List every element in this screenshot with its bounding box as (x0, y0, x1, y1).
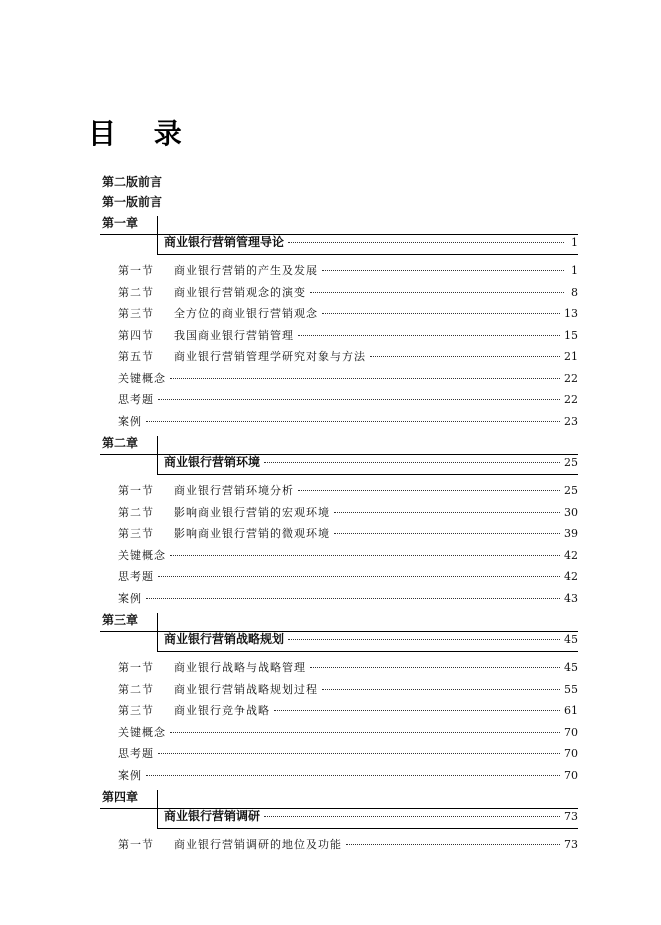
chapter-list (100, 214, 578, 856)
leader-dots (310, 292, 564, 293)
supplement-title: 案例 (118, 768, 142, 782)
supplement-entry[interactable] (100, 566, 578, 588)
section-title: 我国商业银行营销管理 (174, 328, 294, 342)
section-title: 商业银行战略与战略管理 (174, 661, 306, 674)
leader-dots (346, 844, 560, 845)
section-entry[interactable] (100, 502, 578, 524)
section-title: 商业银行营销战略规划过程 (174, 682, 318, 696)
page-number: 61 (564, 704, 578, 717)
chapter-title: 商业银行营销调研 (164, 809, 261, 823)
leader-dots (322, 270, 564, 271)
supplement-title: 思考题 (118, 570, 154, 583)
leader-dots (158, 399, 560, 400)
leader-dots (158, 753, 560, 754)
section-entry[interactable] (100, 346, 578, 368)
page-title: 目 录 (88, 117, 196, 150)
section-number: 第三节 (118, 527, 154, 540)
section-entry[interactable] (100, 679, 578, 701)
page-number: 73 (564, 838, 578, 851)
page-number: 25 (564, 484, 578, 497)
chapter-title: 商业银行营销战略规划 (164, 632, 285, 646)
supplement-title: 案例 (118, 414, 142, 428)
chapter-title-entry[interactable] (164, 629, 578, 649)
section-title: 商业银行营销观念的演变 (174, 285, 306, 299)
page-number: 70 (564, 725, 578, 739)
leader-dots (170, 555, 560, 556)
page-number: 23 (564, 414, 578, 428)
leader-dots (298, 335, 560, 336)
chapter-divider (100, 234, 578, 235)
supplement-title: 关键概念 (118, 725, 166, 739)
page-number: 45 (564, 661, 578, 674)
supplement-entry[interactable] (100, 411, 578, 433)
leader-dots (146, 775, 560, 776)
chapter-title-entry[interactable] (164, 232, 578, 252)
chapter-label: 第二章 (102, 436, 139, 450)
leader-dots (158, 576, 560, 577)
section-number: 第四节 (118, 328, 154, 342)
leader-dots (288, 639, 560, 640)
page-number: 8 (571, 285, 578, 299)
chapter-block (100, 214, 578, 432)
page-number: 42 (564, 548, 578, 562)
leader-dots (146, 598, 560, 599)
leader-dots (370, 356, 560, 357)
section-number: 第一节 (118, 661, 154, 674)
section-number: 第一节 (118, 484, 154, 497)
supplement-entry[interactable] (100, 368, 578, 390)
leader-dots (170, 378, 560, 379)
supplement-title: 案例 (118, 591, 142, 605)
section-number: 第三节 (118, 704, 154, 717)
chapter-label: 第四章 (102, 790, 139, 804)
chapter-label: 第一章 (102, 216, 139, 230)
page-number: 1 (571, 236, 578, 249)
supplement-entry[interactable] (100, 722, 578, 744)
chapter-block (100, 788, 578, 856)
chapter-title-entry[interactable] (164, 452, 578, 472)
page-number: 70 (564, 747, 578, 760)
supplement-title: 关键概念 (118, 371, 166, 385)
page-number: 13 (564, 307, 578, 320)
section-entry[interactable] (100, 260, 578, 282)
section-title: 商业银行营销环境分析 (174, 484, 294, 497)
chapter-title-underline (157, 474, 578, 475)
leader-dots (334, 512, 560, 513)
supplement-entry[interactable] (100, 588, 578, 610)
chapter-title-underline (157, 828, 578, 829)
chapter-title-underline (157, 254, 578, 255)
supplement-entry[interactable] (100, 743, 578, 765)
page-number: 73 (564, 810, 578, 823)
section-title: 商业银行营销管理学研究对象与方法 (174, 350, 366, 363)
section-title: 商业银行竞争战略 (174, 704, 270, 717)
page-number: 22 (564, 371, 578, 385)
leader-dots (170, 732, 560, 733)
section-title: 影响商业银行营销的宏观环境 (174, 505, 330, 519)
page-number: 30 (564, 505, 578, 519)
leader-dots (310, 667, 560, 668)
chapter-label: 第三章 (102, 613, 139, 627)
table-of-contents (100, 172, 578, 856)
supplement-entry[interactable] (100, 765, 578, 787)
chapter-divider-vertical (157, 436, 158, 474)
chapter-title: 商业银行营销环境 (164, 455, 261, 469)
leader-dots (264, 816, 560, 817)
section-title: 商业银行营销调研的地位及功能 (174, 838, 342, 851)
leader-dots (146, 421, 560, 422)
page-number: 70 (564, 768, 578, 782)
chapter-divider (100, 454, 578, 455)
page-number: 39 (564, 527, 578, 540)
preface-entry-second-edition[interactable]: 第二版前言 (102, 175, 163, 189)
section-entry[interactable] (100, 282, 578, 304)
section-entry[interactable] (100, 523, 578, 545)
page-number: 43 (564, 591, 578, 605)
supplement-title: 关键概念 (118, 548, 166, 562)
page-number: 21 (564, 350, 578, 363)
chapter-divider-vertical (157, 216, 158, 254)
section-entry[interactable] (100, 480, 578, 502)
page-number: 1 (571, 264, 578, 277)
leader-dots (264, 462, 560, 463)
page-number: 15 (564, 328, 578, 342)
leader-dots (288, 242, 564, 243)
section-entry[interactable] (100, 657, 578, 679)
chapter-title-entry[interactable] (164, 806, 578, 826)
section-number: 第一节 (118, 264, 154, 277)
section-title: 商业银行营销的产生及发展 (174, 264, 318, 277)
section-number: 第二节 (118, 682, 154, 696)
leader-dots (322, 689, 560, 690)
section-number: 第二节 (118, 505, 154, 519)
chapter-title-underline (157, 651, 578, 652)
section-entry[interactable] (100, 303, 578, 325)
preface-entry-first-edition[interactable]: 第一版前言 (102, 195, 163, 209)
section-entry[interactable] (100, 325, 578, 347)
section-entry[interactable] (100, 834, 578, 856)
section-number: 第二节 (118, 285, 154, 299)
chapter-divider-vertical (157, 790, 158, 828)
chapter-block (100, 611, 578, 786)
leader-dots (274, 710, 560, 711)
section-number: 第三节 (118, 307, 154, 320)
supplement-title: 思考题 (118, 747, 154, 760)
leader-dots (298, 490, 560, 491)
section-title: 全方位的商业银行营销观念 (174, 307, 318, 320)
section-number: 第一节 (118, 838, 154, 851)
section-number: 第五节 (118, 350, 154, 363)
page-number: 45 (564, 633, 578, 646)
page-number: 25 (564, 456, 578, 469)
chapter-block (100, 434, 578, 609)
section-entry[interactable] (100, 700, 578, 722)
chapter-divider (100, 808, 578, 809)
leader-dots (322, 313, 560, 314)
page-number: 55 (564, 682, 578, 696)
chapter-divider-vertical (157, 613, 158, 651)
supplement-entry[interactable] (100, 389, 578, 411)
chapter-title: 商业银行营销管理导论 (164, 235, 285, 249)
page-number: 42 (564, 570, 578, 583)
supplement-title: 思考题 (118, 393, 154, 406)
supplement-entry[interactable] (100, 545, 578, 567)
chapter-divider (100, 631, 578, 632)
section-title: 影响商业银行营销的微观环境 (174, 527, 330, 540)
page-number: 22 (564, 393, 578, 406)
leader-dots (334, 533, 560, 534)
